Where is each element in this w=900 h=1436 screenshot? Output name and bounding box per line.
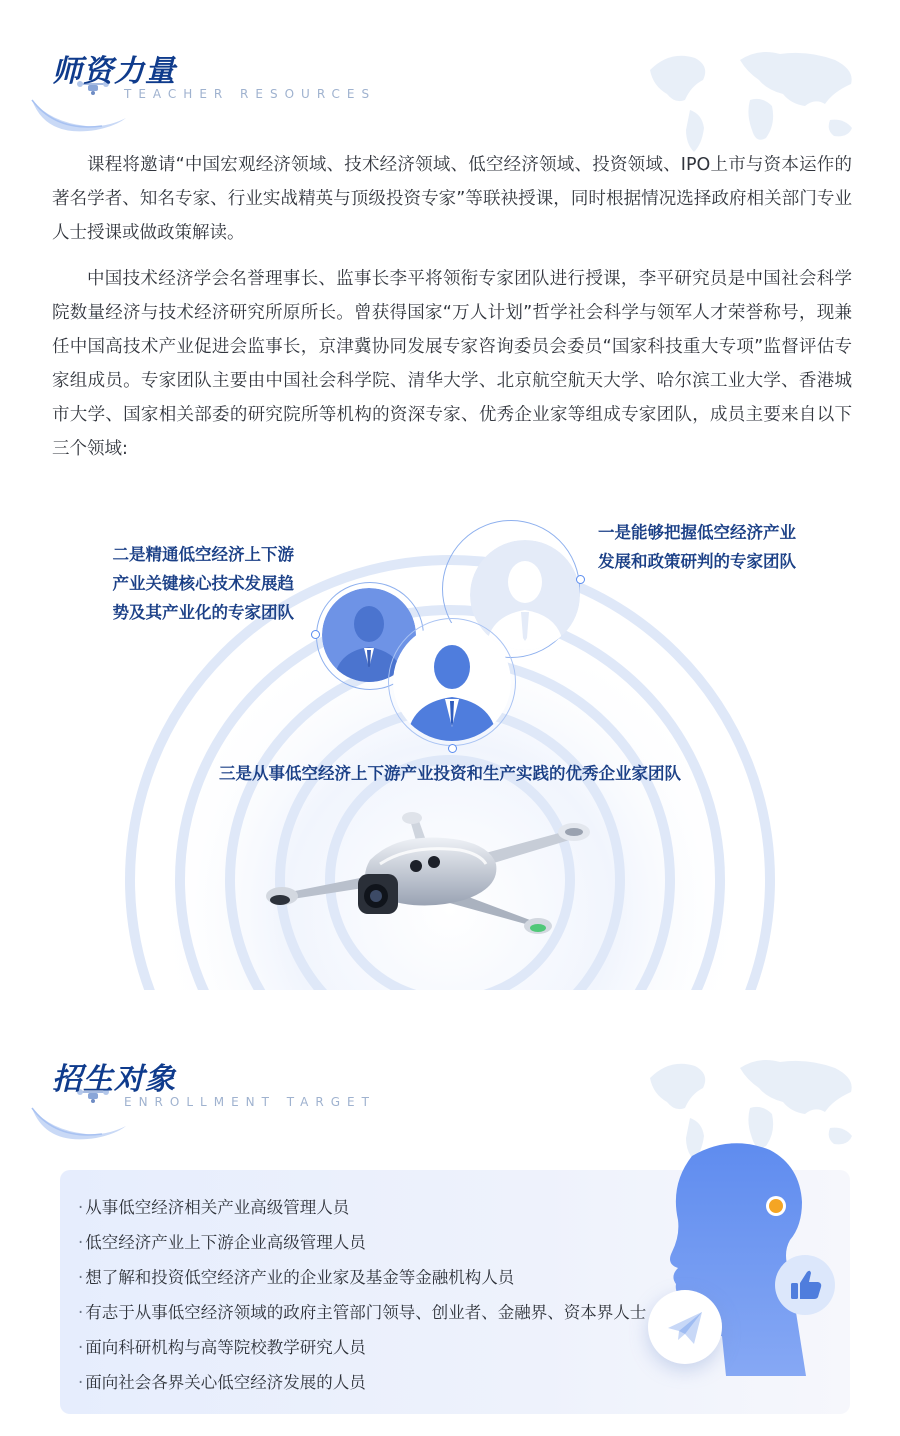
- expert-area-2-line-3: 势及其产业化的专家团队: [112, 603, 294, 622]
- enroll-section-subtitle: ENROLLMENT TARGET: [124, 1095, 376, 1109]
- teacher-section-title: 师资力量: [52, 54, 176, 89]
- intro-paragraph: 课程将邀请“中国宏观经济领域、技术经济领域、低空经济领域、投资领域、IPO上市与资本运作的著名学者、知名专家、行业实战精英与顶级投资专家”等联袂授课，同时根据情况选择政府相关部门专业人士授课或做政策解读。: [52, 155, 852, 243]
- bullet: ·: [78, 1338, 84, 1357]
- list-item-text: 有志于从事低空经济领域的政府主管部门领导、创业者、金融界、资本界人士: [85, 1303, 647, 1322]
- bullet: ·: [78, 1198, 84, 1217]
- paper-plane-icon: [648, 1290, 722, 1364]
- list-item-text: 面向科研机构与高等院校教学研究人员: [85, 1338, 366, 1357]
- list-item: [78, 1190, 646, 1225]
- list-item-text: 面向社会各界关心低空经济发展的人员: [85, 1373, 366, 1392]
- expert-area-1-line-2: 发展和政策研判的专家团队: [598, 552, 796, 571]
- enroll-target-list: [78, 1190, 646, 1400]
- drone-icon: [250, 800, 610, 960]
- world-map-icon: [630, 30, 880, 160]
- thumbs-up-bubble: [775, 1255, 835, 1315]
- list-item: [78, 1260, 646, 1295]
- bullet: ·: [78, 1233, 84, 1252]
- expert-area-1: [598, 518, 796, 576]
- paper-plane-bubble: [648, 1290, 722, 1364]
- bullet: ·: [78, 1373, 84, 1392]
- list-item: [78, 1225, 646, 1260]
- diagram-dot: [311, 630, 320, 639]
- enroll-section-title: 招生对象: [52, 1062, 176, 1097]
- list-item: [78, 1295, 646, 1330]
- list-item: [78, 1365, 646, 1400]
- list-item: [78, 1330, 646, 1365]
- list-item-text: 从事低空经济相关产业高级管理人员: [85, 1198, 350, 1217]
- expert-areas-diagram: [0, 500, 900, 990]
- diagram-dot: [448, 744, 457, 753]
- expert-team-paragraph: 中国技术经济学会名誉理事长、监事长李平将领衔专家团队进行授课，李平研究员是中国社会科学院数量经济与技术经济研究所原所长。曾获得国家“万人计划”哲学社会科学与领军人才荣誉称号，现兼任中国高技术产业促进会监事长，京津冀协同发展专家咨询委员会委员“国家科技重大专项”监督评估专家组成员。专家团队主要由中国社会科学院、清华大学、北京航空航天大学、哈尔滨工业大学、香港城市大学、国家相关部委的研究院所等机构的资深专家、优秀企业家等组成专家团队，成员主要来自以下三个领域:: [52, 269, 852, 459]
- bullet: ·: [78, 1303, 84, 1322]
- list-item-text: 想了解和投资低空经济产业的企业家及基金等金融机构人员: [85, 1268, 515, 1287]
- expert-area-2-line-1: 二是精通低空经济上下游: [112, 545, 294, 564]
- person-avatar-icon: [393, 623, 511, 741]
- expert-avatar-center: [393, 623, 511, 741]
- bullet: ·: [78, 1268, 84, 1287]
- list-item-text: 低空经济产业上下游企业高级管理人员: [85, 1233, 366, 1252]
- diagram-dot: [576, 575, 585, 584]
- thumbs-up-icon: [775, 1255, 835, 1315]
- teacher-section-header: [0, 40, 900, 150]
- expert-area-3: 三是从事低空经济上下游产业投资和生产实践的优秀企业家团队: [219, 764, 681, 783]
- expert-area-1-line-1: 一是能够把握低空经济产业: [598, 523, 796, 542]
- teacher-section-subtitle: TEACHER RESOURCES: [124, 87, 377, 101]
- expert-area-2: [60, 540, 294, 627]
- expert-area-2-line-2: 产业关键核心技术发展趋: [112, 574, 294, 593]
